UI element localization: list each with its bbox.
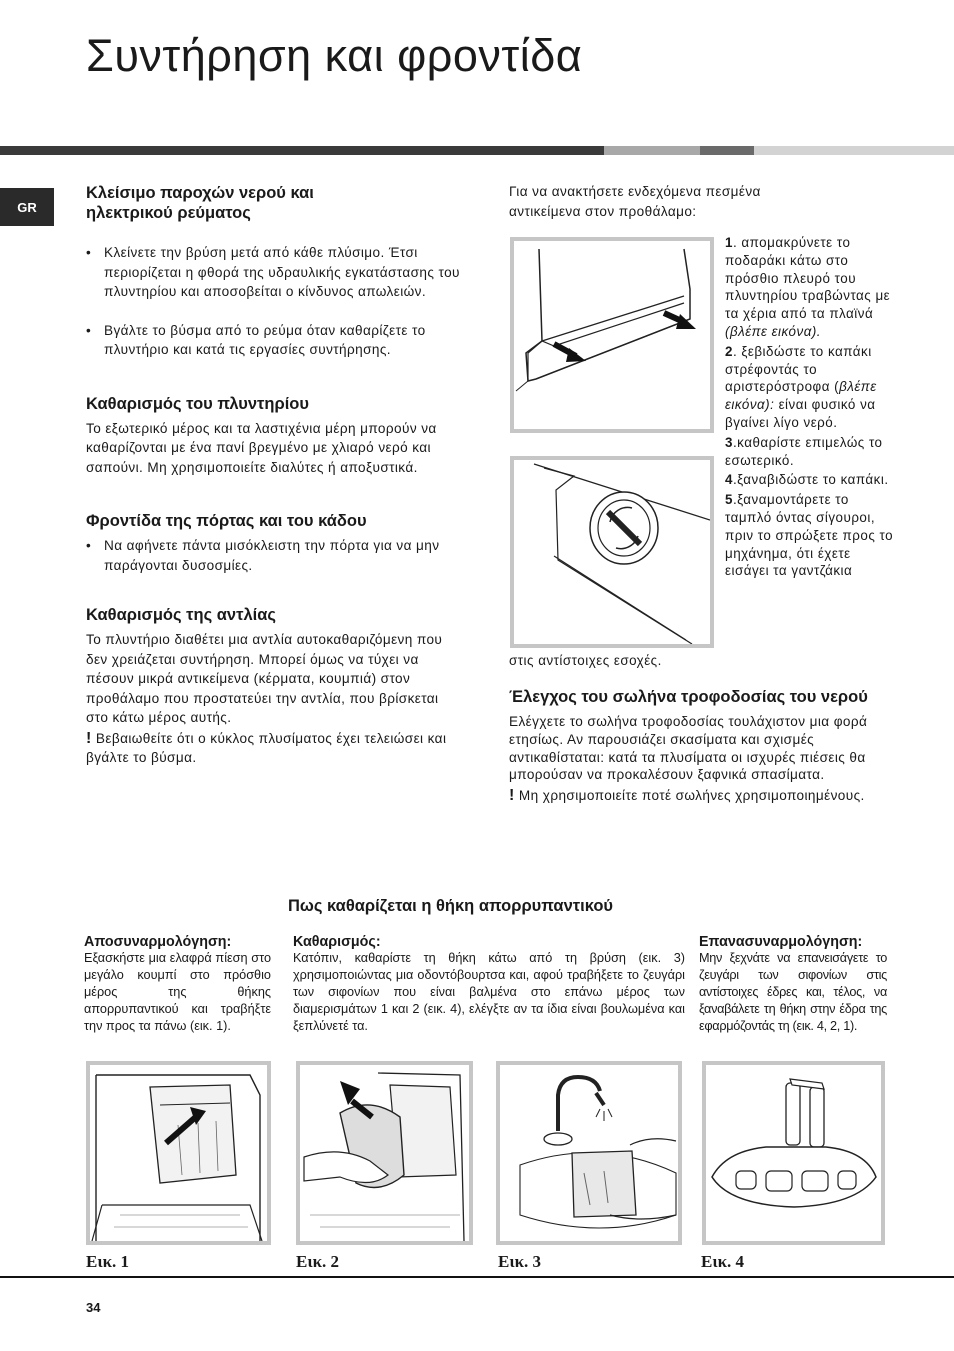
prefilter-intro: Για να ανακτήσετε ενδεχόμενα πεσμένα αντικείμενα στον προθάλαμο: [509,184,761,219]
header-bar-mid [604,146,700,155]
pump-text: Το πλυντήριο διαθέτει μια αντλία αυτοκαθαριζόμενη που δεν χρειάζεται συντήρηση. Μπορεί όμως να τύχει να πέσουν μικρά αντικείμενα (κέρματα, κουμπιά) στον προθάλαμο που προστατεύει την αντλία, που βρίσκεται στο κάτω μέρος αυτής. [86,632,443,725]
header-bar-dark [0,146,604,155]
section-heading-pump: Καθαρισμός της αντλίας [86,606,276,624]
supply-list [86,243,464,360]
list-item: • Βγάλτε το βύσμα από το ρεύμα όταν καθαρίζετε το πλυντήριο και κατά τις εργασίες συντήρησης. [86,321,464,360]
reassembly-heading: Επανασυναρμολόγηση: [699,934,863,950]
disassembly-heading: Αποσυναρμολόγηση: [84,934,232,950]
disassembly-text: Εξασκήστε μια ελαφρά πίεση στο μεγάλο κουμπί στο πρόσθιο μέρος της θήκης απορρυπαντικού και τραβήξτε την προς τα πάνω (εικ. 1). [84,951,271,1033]
reassembly-text: Μην ξεχνάτε να επανεισάγετε το ζευγάρι των σιφονίων στις αντίστοιχες έδρες και, τέλος, να ξαναβάλετε τη θήκη στην έδρα της εφαρμόζοντάς τη (εικ. 4, 2, 1). [699,951,887,1033]
header-bar-dark2 [700,146,754,155]
section-heading-door: Φροντίδα της πόρτας και του κάδου [86,512,367,530]
figure-2-illustration [296,1061,473,1245]
hose-section [509,687,889,805]
figure-1-caption: Εικ. 1 [86,1252,130,1271]
page-title: Συντήρηση και φροντίδα [86,30,583,81]
warning-mark: ! [509,787,515,805]
section-heading-supply: Κλείσιμο παροχών νερού και ηλεκτρικού ρεύματος [86,184,314,222]
plinth-removal-illustration [510,237,714,433]
figure-3-illustration [496,1061,682,1245]
reassembly-column [699,934,887,1035]
list-item: • Κλείνετε την βρύση μετά από κάθε πλύσιμο. Έτσι περιορίζεται η φθορά της υδραυλικής εγκατάστασης του πλυντηρίου και αποσοβείται ο κίνδυνος απωλειών. [86,243,464,302]
section-heading-detergent: Πως καθαρίζεται η θήκη απορρυπαντικού [288,897,614,915]
steps-tail: στις αντίστοιχες εσοχές. [509,653,662,668]
hose-text: Ελέγχετε το σωλήνα τροφοδοσίας τουλάχιστον μια φορά ετησίως. Αν παρουσιάζει σκασίματα και σχισμές αντικαθίσταται: κατά τα πλυσίματα οι ισχυρές πιέσεις θα μπορούσαν να προκαλέσουν ξαφνικά σπασίματα. [509,714,868,783]
hose-warning: ! Μη χρησιμοποιείτε ποτέ σωλήνες χρησιμοποιημένους. [509,787,865,805]
filter-cap-illustration [510,456,714,648]
step-4: 4.ξαναβιδώστε το καπάκι. [725,472,889,488]
figure-3-caption: Εικ. 3 [498,1252,542,1271]
figure-1-illustration [86,1061,271,1245]
cleaning-column [293,934,685,1035]
header-bar-light [754,146,954,155]
language-badge: GR [0,188,54,226]
list-item: • Να αφήνετε πάντα μισόκλειστη την πόρτα για να μην παράγονται δυσοσμίες. [86,536,464,575]
section-heading-cleaning: Καθαρισμός του πλυντηρίου [86,394,309,413]
disassembly-column [84,934,271,1035]
cleaning-steps-text: Κατόπιν, καθαρίστε τη θήκη κάτω από τη βρύση (εικ. 3) χρησιμοποιώντας μια οδοντόβουρτσα και, αφού τραβήξετε το ζευγάρι των σιφονίων που είναι βαλμένα στο επάνω μέρος των διαμερισμάτων 1 και 2 (εικ. 4), ελέγξτε αν τα ίδια είναι βουλωμένα και ξεπλύνετέ τα. [293,951,685,1033]
door-list [86,536,464,575]
warning-mark: ! [86,729,92,747]
left-column [86,183,464,768]
cleaning-heading: Καθαρισμός: [293,934,381,950]
step-3: 3.καθαρίστε επιμελώς το εσωτερικό. [725,434,883,468]
step-5: 5.ξαναμοντάρετε το ταμπλό όντας σίγουροι, πριν το σπρώξετε προς το μηχάνημα, ότι έχετε εισάγει τα γαντζάκια [725,492,894,579]
step-2: 2. ξεβιδώστε το καπάκι στρέφοντάς το αριστερόστροφα (βλέπε εικόνα): είναι φυσικό να βγαίνει λίγο νερό. [725,343,877,430]
figure-4-illustration [702,1061,885,1245]
prefilter-steps [725,234,895,580]
footer-rule [0,1276,954,1278]
step-1: 1. απομακρύνετε το ποδαράκι κάτω στο πρόσθιο πλευρό του πλυντηρίου τραβώντας με τα χέρια από τα πλαϊνά (βλέπε εικόνα). [725,235,891,339]
section-heading-hose: Έλεγχος του σωλήνα τροφοδοσίας του νερού [509,688,868,706]
figure-2-caption: Εικ. 2 [296,1252,340,1271]
pump-warning: ! Βεβαιωθείτε ότι ο κύκλος πλυσίματος έχει τελειώσει και βγάλτε το βύσμα. [86,729,447,765]
page-number: 34 [86,1300,101,1315]
cleaning-text: Το εξωτερικό μέρος και τα λαστιχένια μέρη μπορούν να καθαρίζονται με ένα πανί βρεγμένο με χλιαρό νερό και σαπούνι. Μη χρησιμοποιείτε διαλύτες ή αποξυστικά. [86,420,437,475]
figure-4-caption: Εικ. 4 [701,1252,745,1271]
